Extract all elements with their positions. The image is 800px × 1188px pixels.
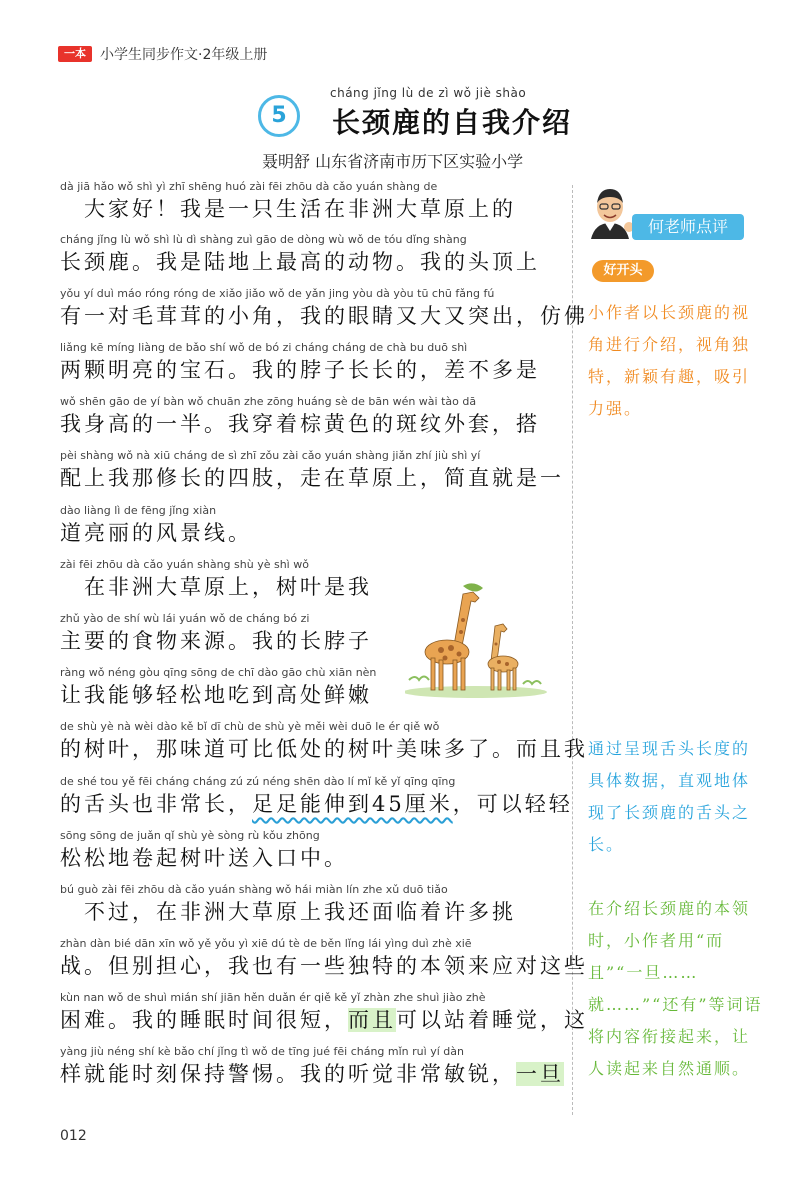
good-opening-badge: 好开头 — [592, 260, 654, 282]
page-number: 012 — [60, 1128, 87, 1144]
text-line: zhǔ yào de shí wù lái yuán wǒ de cháng bó zi 主要的食物来源。我的长脖子 — [60, 612, 372, 653]
text-line: ràng wǒ néng gòu qīng sōng de chī dào gāo chù xiān nèn 让我能够轻松地吃到高处鲜嫩 — [60, 666, 377, 707]
teacher-avatar — [585, 183, 635, 239]
comment-note: 小作者以长颈鹿的视角进行介绍，视角独特，新颖有趣，吸引力强。 — [588, 303, 751, 418]
title-pinyin: cháng jǐng lù de zì wǒ jiè shào — [330, 86, 527, 100]
commenter-label: 何老师点评 — [632, 214, 744, 240]
wavy-underline: 足足能伸到45厘米 — [252, 792, 453, 816]
comment-note: 在介绍长颈鹿的本领时，小作者用“而且”“一旦……就……”“还有”等词语将内容衔接起来，让人读起来自然通顺。 — [588, 899, 763, 1078]
text-line: pèi shàng wǒ nà xiū cháng de sì zhī zǒu zài cǎo yuán shàng jiǎn zhí jiù shì yí 配上我那修长的四肢，走在草原上，简直就是一 — [60, 449, 564, 490]
brand-logo: 一本 — [58, 46, 92, 62]
page-title: 长颈鹿的自我介绍 — [332, 106, 573, 139]
text-line: de shù yè nà wèi dào kě bǐ dī chù de shù yè měi wèi duō le ér qiě wǒ 的树叶，那味道可比低处的树叶美味多了。而且我 — [60, 720, 588, 761]
lesson-number-badge: 5 — [258, 95, 300, 137]
comment-note: 通过呈现舌头长度的具体数据，直观地体现了长颈鹿的舌头之长。 — [588, 739, 751, 854]
text-line: cháng jǐng lù wǒ shì lù dì shàng zuì gāo de dòng wù wǒ de tóu dǐng shàng 长颈鹿。我是陆地上最高的动物。我的头顶上 — [60, 233, 540, 274]
text-line: kùn nan wǒ de shuì mián shí jiān hěn duǎn ér qiě kě yǐ zhàn zhe shuì jiào zhè 困难。我的睡眠时间很短，而且可以站着睡觉，这 — [60, 991, 588, 1032]
text-line: zài fēi zhōu dà cǎo yuán shàng shù yè shì wǒ 在非洲大草原上，树叶是我 — [60, 558, 372, 599]
highlight: 一旦 — [516, 1062, 564, 1086]
text-line: dào liàng lì de fēng jǐng xiàn 道亮丽的风景线。 — [60, 504, 252, 545]
giraffe-illustration — [405, 580, 553, 698]
author-line: 聂明舒 山东省济南市历下区实验小学 — [262, 152, 524, 171]
text-line: sōng sōng de juǎn qǐ shù yè sòng rù kǒu zhōng 松松地卷起树叶送入口中。 — [60, 829, 348, 870]
text-line: yǒu yí duì máo róng róng de xiǎo jiǎo wǒ de yǎn jing yòu dà yòu tū chū fǎng fú 有一对毛茸茸的小角，我的眼睛又大又突出，仿佛 — [60, 287, 588, 328]
highlight: 而且 — [348, 1008, 396, 1032]
text-line: yàng jiù néng shí kè bǎo chí jǐng tì wǒ de tīng jué fēi cháng mǐn ruì yí dàn 样就能时刻保持警惕。我的听觉非常敏锐，一旦 — [60, 1045, 564, 1086]
text-line: bú guò zài fēi zhōu dà cǎo yuán shàng wǒ hái miàn lín zhe xǔ duō tiǎo 不过，在非洲大草原上我还面临着许多挑 — [60, 883, 516, 924]
book-title: 小学生同步作文·2年级上册 — [100, 47, 268, 63]
text-line: liǎng kē míng liàng de bǎo shí wǒ de bó zi cháng cháng de chà bu duō shì 两颗明亮的宝石。我的脖子长长的，差不多是 — [60, 341, 540, 382]
text-line: wǒ shēn gāo de yí bàn wǒ chuān zhe zōng huáng sè de bān wén wài tào dā 我身高的一半。我穿着棕黄色的斑纹外套，搭 — [60, 395, 540, 436]
text-line: de shé tou yě fēi cháng cháng zú zú néng shēn dào lí mǐ kě yǐ qīng qīng 的舌头也非常长，足足能伸到45厘米，可以轻轻 — [60, 775, 573, 816]
text-line: dà jiā hǎo wǒ shì yì zhī shēng huó zài fēi zhōu dà cǎo yuán shàng de 大家好！我是一只生活在非洲大草原上的 — [60, 180, 516, 221]
text-line: zhàn dàn bié dān xīn wǒ yě yǒu yì xiē dú tè de běn lǐng lái yìng duì zhè xiē 战。但别担心，我也有一些独特的本领来应对这些 — [60, 937, 588, 978]
